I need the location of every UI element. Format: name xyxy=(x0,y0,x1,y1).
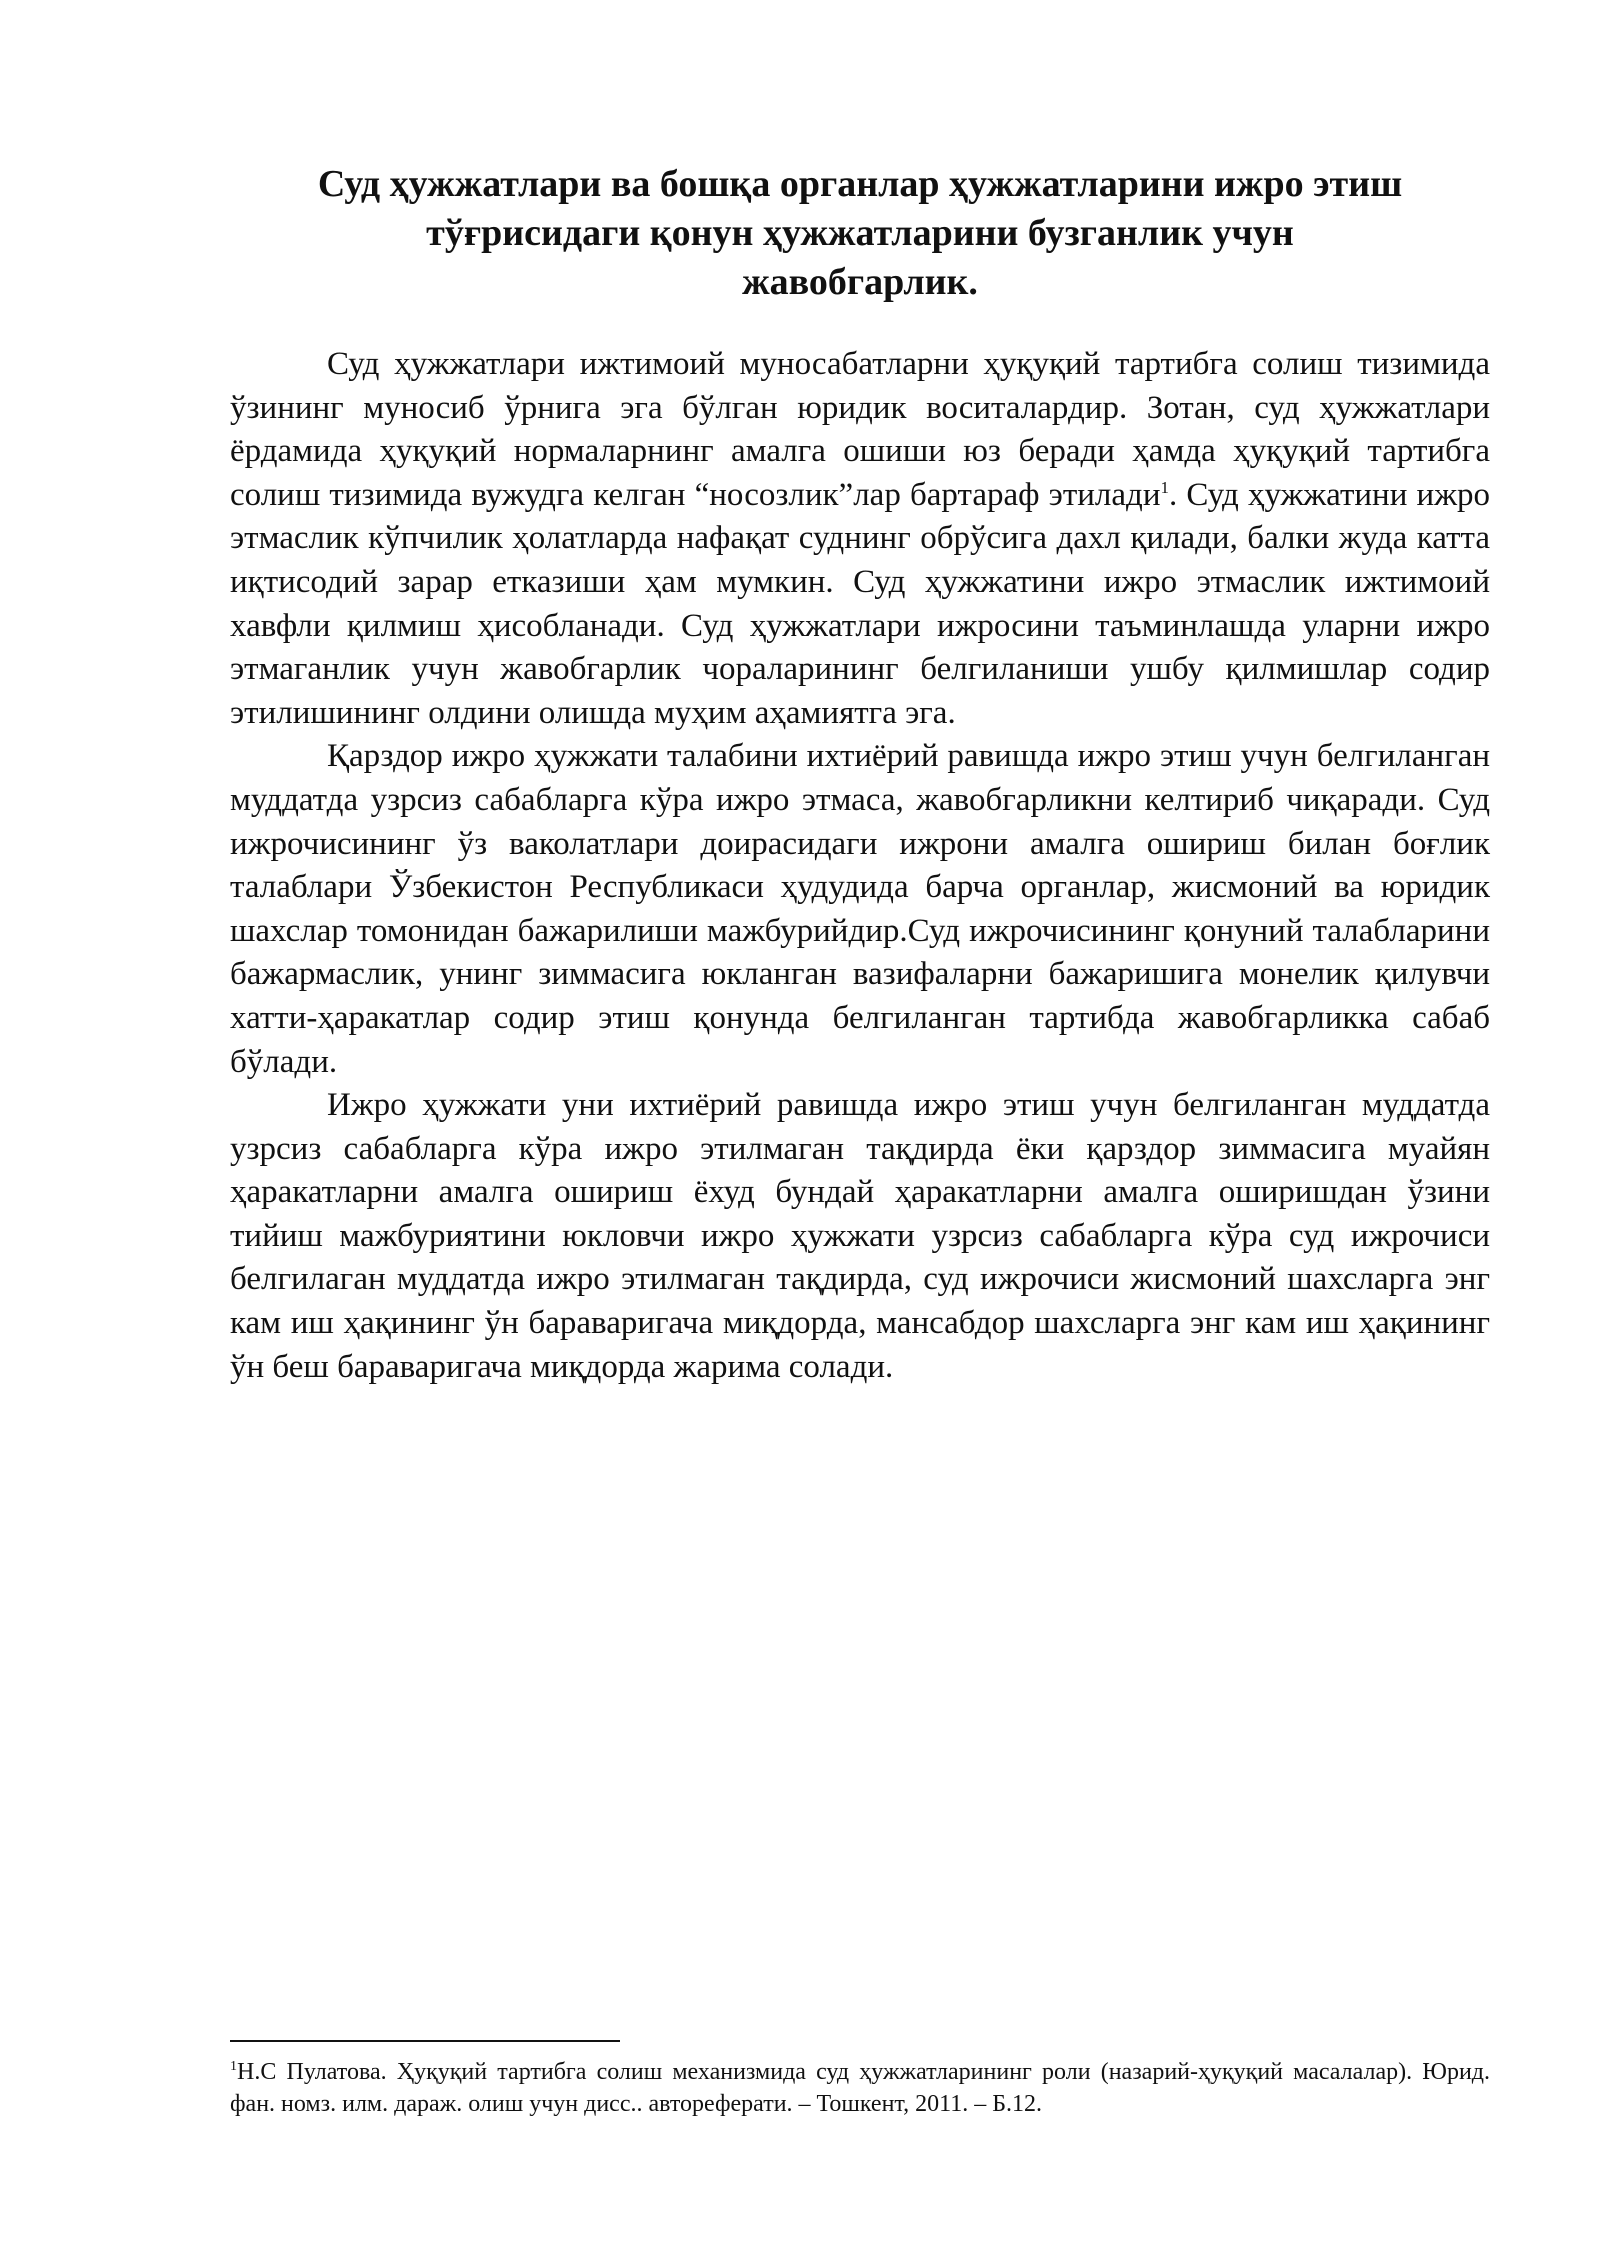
title-line-1: Суд ҳужжатлари ва бошқа органлар ҳужжатларини ижро этиш xyxy=(317,163,1403,205)
footnote-text: Н.С Пулатова. Ҳуқуқий тартибга солиш механизмида суд ҳужжатларининг роли (назарий-ҳуқуқий масалалар). Юрид. фан. номз. илм. дараж. олиш учун дисс.. автореферати. – Тошкент, 2011. – Б.12. xyxy=(230,2059,1490,2117)
paragraph-1-text-b: . Суд ҳужжатини ижро этмаслик кўпчилик ҳолатларда нафақат суднинг обрўсига дахл қилади, балки жуда катта иқтисодий зарар етказиши ҳам мумкин. Суд ҳужжатини ижро этмаслик ижтимоий хавфли қилмиш ҳисобланади. Суд ҳужжатлари ижросини таъминлашда уларни ижро этмаганлик учун жавобгарлик чораларининг белгиланиши ушбу қилмишлар содир этилишининг олдини олишда муҳим аҳамиятга эга. xyxy=(230,476,1490,731)
paragraph-2: Қарздор ижро ҳужжати талабини ихтиёрий равишда ижро этиш учун белгиланган муддатда узрсиз сабабларга кўра ижро этмаса, жавобгарликни келтириб чиқаради. Суд ижрочисининг ўз ваколатлари доирасидаги ижрони амалга ошириш билан боғлик талаблари Ўзбекистон Республикаси ҳудудида барча органлар, жисмоний ва юридик шахслар томонидан бажарилиши мажбурийдир.Суд ижрочисининг қонуний талабларини бажармаслик, унинг зиммасига юкланган вазифаларни бажаришига монелик қилувчи хатти-ҳаракатлар содир этиш қонунда белгиланган тартибда жавобгарликка сабаб бўлади. xyxy=(230,738,1490,1080)
footnote-mark: 1 xyxy=(230,2059,237,2074)
footnote-reference: 1 xyxy=(1160,477,1169,497)
document-title xyxy=(225,160,1495,307)
footnote xyxy=(230,2056,1490,2120)
paragraph-1 xyxy=(230,343,1490,735)
paragraph-3: Ижро ҳужжати уни ихтиёрий равишда ижро этиш учун белгиланган муддатда узрсиз сабабларга кўра ижро этилмаган тақдирда ёки қарздор зиммасига муайян ҳаракатларни амалга ошириш ёхуд бундай ҳаракатларни амалга оширишдан ўзини тийиш мажбуриятини юкловчи ижро ҳужжати узрсиз сабабларга кўра суд ижрочиси белгилаган муддатда ижро этилмаган тақдирда, суд ижрочиси жисмоний шахсларга энг кам иш ҳақининг ўн бараваригача миқдорда, мансабдор шахсларга энг кам иш ҳақининг ўн беш бараваригача миқдорда жарима солади. xyxy=(230,1087,1490,1385)
document-body xyxy=(230,343,1490,1389)
title-line-2: тўғрисидаги қонун ҳужжатларини бузганлик учун xyxy=(426,212,1294,254)
footnote-separator xyxy=(230,2040,620,2042)
title-line-3: жавобгарлик. xyxy=(742,261,978,303)
paragraph-1-text-a: Суд ҳужжатлари ижтимоий муносабатларни ҳуқуқий тартибга солиш тизимида ўзининг муносиб ўрнига эга бўлган юридик воситалардир. Зотан, суд ҳужжатлари ёрдамида ҳуқуқий нормаларнинг амалга ошиши юз беради ҳамда ҳуқуқий тартибга солиш тизимида вужудга келган “носозлик”лар бартараф этилади xyxy=(230,346,1490,513)
